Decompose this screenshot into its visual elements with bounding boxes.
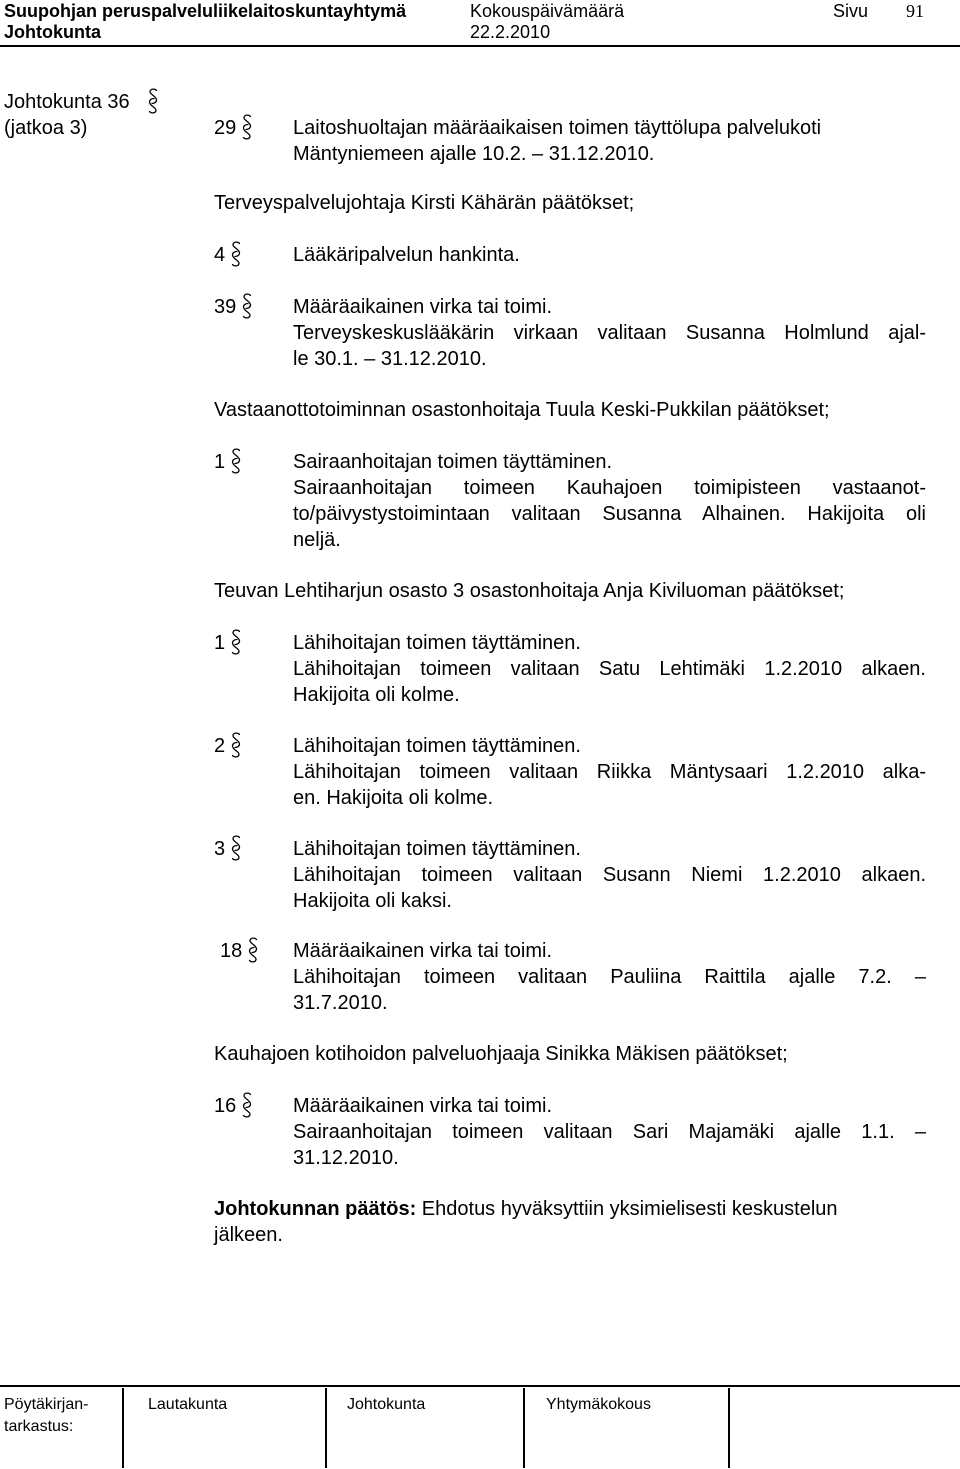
footer-separator: [728, 1388, 730, 1468]
decision-text-line1: Ehdotus hyväksyttiin yksimielisesti keskustelun: [421, 1198, 838, 1220]
text-line: Määräaikainen virka tai toimi.: [293, 296, 552, 318]
footer-lautakunta: Lautakunta: [148, 1396, 228, 1413]
text-line: en. Hakijoita oli kolme.: [293, 787, 494, 809]
text-line: Määräaikainen virka tai toimi.: [293, 1095, 552, 1117]
footer-separator: [523, 1388, 525, 1468]
text-line: Lähihoitajan toimeen valitaan Riikka Mäntysaari 1.2.2010 alka-: [293, 761, 926, 783]
section-sign-icon: [229, 834, 243, 862]
footer-separator: [325, 1388, 327, 1468]
decision-item-number: 4: [214, 244, 226, 266]
decision-item-number: 3: [214, 838, 226, 860]
decision-item-text: [293, 733, 926, 811]
body-name: Johtokunta: [4, 22, 101, 42]
decision-item-text: [293, 242, 926, 268]
text-line: Sairaanhoitajan toimeen Kauhajoen toimipisteen vastaanot-: [293, 477, 926, 499]
section-sign-icon: [229, 731, 243, 759]
section-heading: Teuvan Lehtiharjun osasto 3 osastonhoitaja Anja Kiviluoman päätökset;: [214, 580, 845, 602]
section-sign-icon: [229, 240, 243, 268]
organization-name: Suupohjan peruspalveluliikelaitoskuntayhtymä: [4, 1, 407, 21]
section-title: Johtokunta 36: [4, 91, 130, 113]
text-line: Lähihoitajan toimeen valitaan Pauliina Raittila ajalle 7.2. –: [293, 966, 926, 988]
text-line: Lähihoitajan toimen täyttäminen.: [293, 632, 581, 654]
decision-item-number: 1: [214, 632, 226, 654]
text-line: Hakijoita oli kaksi.: [293, 890, 452, 912]
intro-item-number: 29: [214, 117, 237, 139]
decision-item-number: 39: [214, 296, 237, 318]
decision-item-number: 16: [214, 1095, 237, 1117]
section-sign-icon: [240, 1091, 254, 1119]
decision-text-line2: jälkeen.: [214, 1224, 283, 1246]
text-line: Mäntyniemeen ajalle 10.2. – 31.12.2010.: [293, 143, 655, 165]
section-sign-icon: [146, 87, 160, 115]
section-sign-icon: [229, 447, 243, 475]
text-line: Laitoshuoltajan määräaikaisen toimen täyttölupa palvelukoti: [293, 117, 822, 139]
text-line: Lähihoitajan toimeen valitaan Satu Lehtimäki 1.2.2010 alkaen.: [293, 658, 926, 680]
text-line: Lähihoitajan toimen täyttäminen.: [293, 838, 581, 860]
text-line: Määräaikainen virka tai toimi.: [293, 940, 552, 962]
decision-item-text: [293, 836, 926, 914]
page-number: 91: [906, 1, 924, 21]
section-sign-icon: [240, 113, 254, 141]
continuation-note: (jatkoa 3): [4, 117, 88, 139]
intro-item-text: [293, 115, 926, 167]
text-line: neljä.: [293, 529, 341, 551]
meeting-date-label: Kokouspäivämäärä: [470, 1, 625, 21]
text-line: Lähihoitajan toimen täyttäminen.: [293, 735, 581, 757]
decision-item-text: [293, 294, 926, 372]
decision-item-number: 18: [220, 940, 243, 962]
section-heading: Kauhajoen kotihoidon palveluohjaaja Sinikka Mäkisen päätökset;: [214, 1043, 788, 1065]
decision-item-text: [293, 630, 926, 708]
text-line: Sairaanhoitajan toimeen valitaan Sari Majamäki ajalle 1.1. –: [293, 1121, 926, 1143]
section-heading: Terveyspalvelujohtaja Kirsti Kähärän päätökset;: [214, 192, 635, 214]
review-label-line2: tarkastus:: [4, 1418, 74, 1435]
meeting-date: 22.2.2010: [470, 22, 551, 42]
header-divider: [0, 45, 960, 47]
decision-item-text: [293, 1093, 926, 1171]
footer-separator: [122, 1388, 124, 1468]
text-line: 31.7.2010.: [293, 992, 388, 1014]
text-line: le 30.1. – 31.12.2010.: [293, 348, 487, 370]
decision-label: Johtokunnan päätös:: [214, 1198, 417, 1220]
decision-item-number: 1: [214, 451, 226, 473]
board-decision: [214, 1196, 926, 1248]
decision-item-text: [293, 449, 926, 553]
text-line: Sairaanhoitajan toimen täyttäminen.: [293, 451, 613, 473]
footer-johtokunta: Johtokunta: [347, 1396, 426, 1413]
review-label-line1: Pöytäkirjan-: [4, 1396, 89, 1413]
section-sign-icon: [229, 628, 243, 656]
text-line: Lääkäripalvelun hankinta.: [293, 244, 520, 266]
text-line: Hakijoita oli kolme.: [293, 684, 460, 706]
decision-item-text: [293, 938, 926, 1016]
text-line: to/päivystystoimintaan valitaan Susanna Alhainen. Hakijoita oli: [293, 503, 926, 525]
decision-item-number: 2: [214, 735, 226, 757]
text-line: Lähihoitajan toimeen valitaan Susann Niemi 1.2.2010 alkaen.: [293, 864, 926, 886]
page-label: Sivu: [833, 1, 869, 21]
section-sign-icon: [246, 936, 260, 964]
text-line: 31.12.2010.: [293, 1147, 399, 1169]
text-line: Terveyskeskuslääkärin virkaan valitaan Susanna Holmlund ajal-: [293, 322, 926, 344]
footer-yhtymakokous: Yhtymäkokous: [546, 1396, 651, 1413]
section-sign-icon: [240, 292, 254, 320]
section-heading: Vastaanottotoiminnan osastonhoitaja Tuula Keski-Pukkilan päätökset;: [214, 399, 830, 421]
footer-divider: [0, 1385, 960, 1387]
